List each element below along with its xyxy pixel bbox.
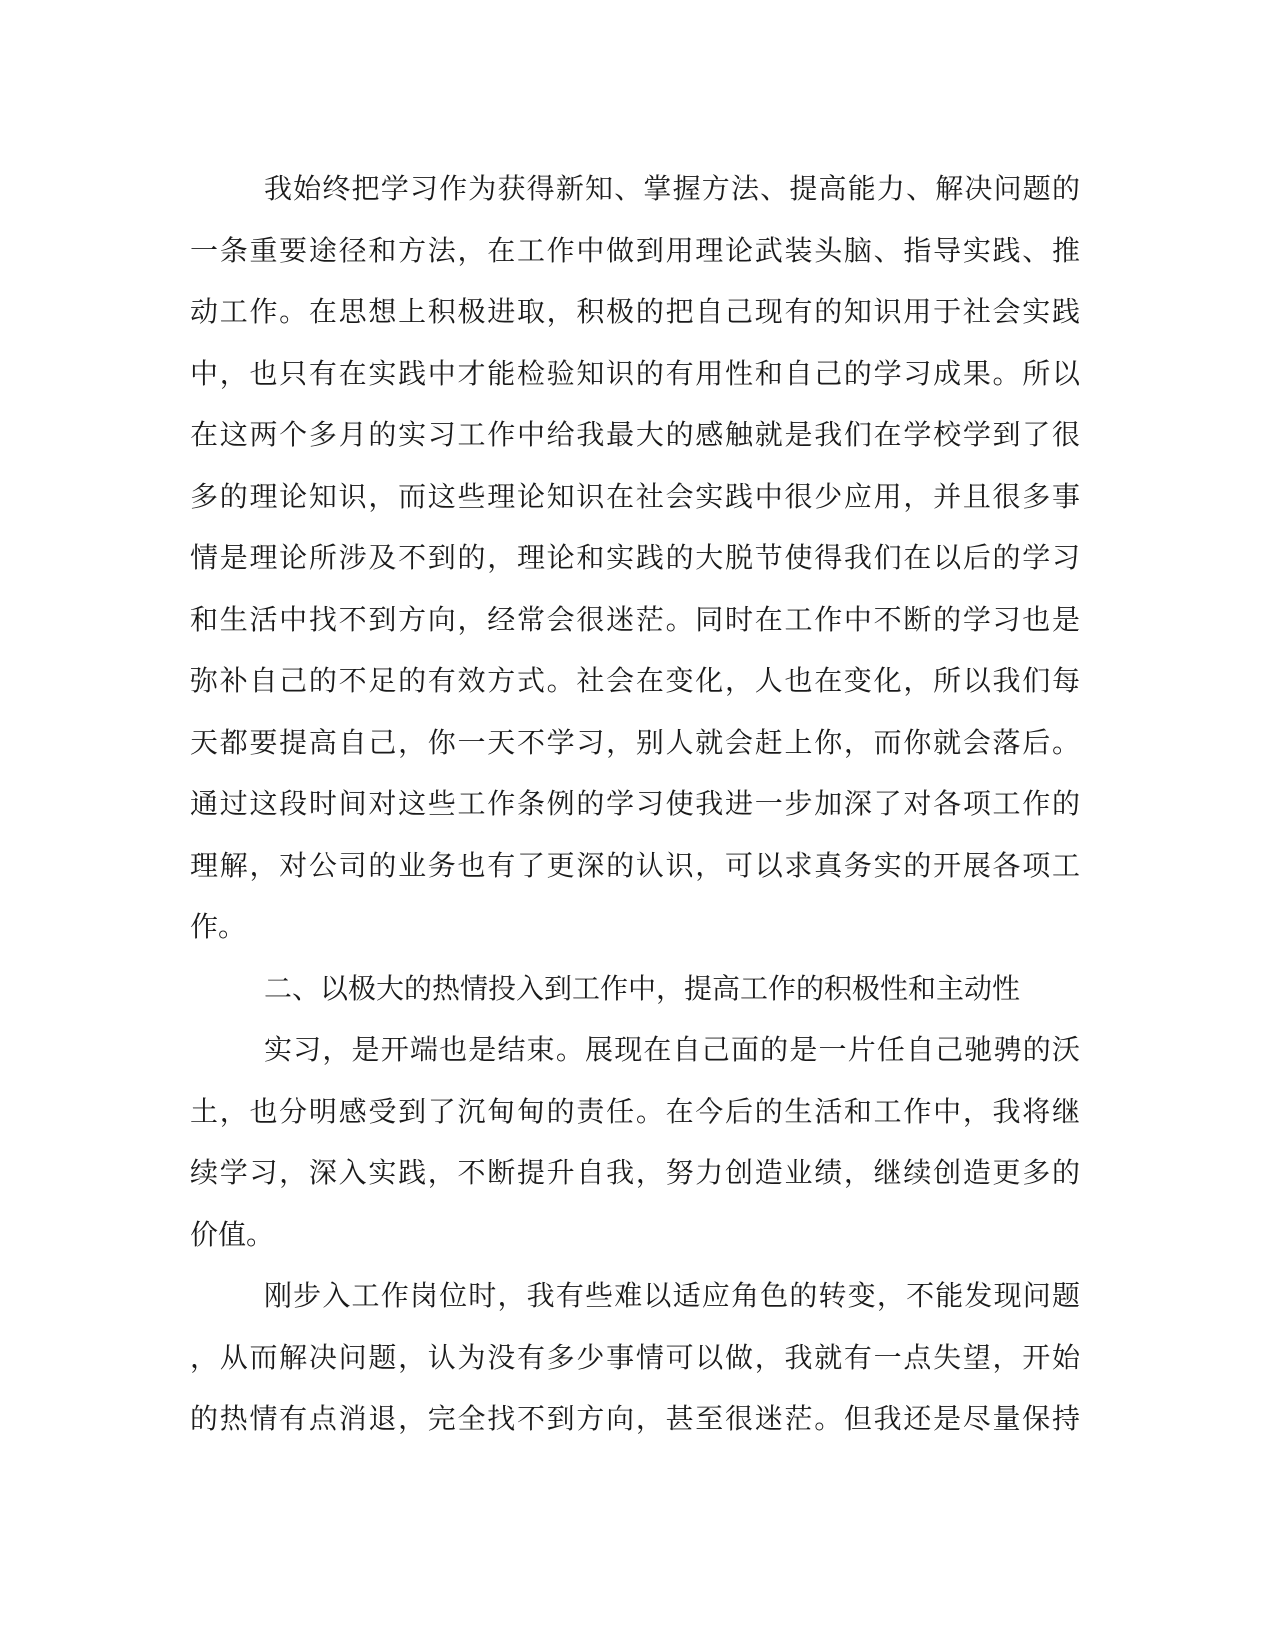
text-line: 续学习，深入实践，不断提升自我，努力创造业绩，继续创造更多的 xyxy=(190,1156,1080,1189)
text-line: 通过这段时间对这些工作条例的学习使我进一步加深了对各项工作的 xyxy=(190,787,1080,820)
text-line: 土，也分明感受到了沉甸甸的责任。在今后的生活和工作中，我将继 xyxy=(190,1094,1080,1128)
document-body xyxy=(190,158,1080,1450)
text-line: 实习，是开端也是结束。展现在自己面的是一片任自己驰骋的沃 xyxy=(264,1033,1080,1066)
text-line: 在这两个多月的实习工作中给我最大的感触就是我们在学校学到了很 xyxy=(190,418,1080,451)
text-line: 中，也只有在实践中才能检验知识的有用性和自己的学习成果。所以 xyxy=(190,356,1080,390)
text-line: 弥补自己的不足的有效方式。社会在变化，人也在变化，所以我们每 xyxy=(190,664,1080,697)
text-line: 的热情有点消退，完全找不到方向，甚至很迷茫。但我还是尽量保持 xyxy=(190,1402,1080,1435)
text-line: 情是理论所涉及不到的，理论和实践的大脱节使得我们在以后的学习 xyxy=(190,541,1080,574)
text-line: 动工作。在思想上积极进取，积极的把自己现有的知识用于社会实践 xyxy=(190,295,1080,328)
text-line: 天都要提高自己，你一天不学习，别人就会赶上你，而你就会落后。 xyxy=(190,725,1080,759)
text-line: 我始终把学习作为获得新知、掌握方法、提高能力、解决问题的 xyxy=(264,172,1080,205)
text-line: 作。 xyxy=(190,910,247,943)
text-line: 一条重要途径和方法，在工作中做到用理论武装头脑、指导实践、推 xyxy=(190,233,1080,267)
text-line: 二、以极大的热情投入到工作中，提高工作的积极性和主动性 xyxy=(264,971,1021,1005)
text-line: 和生活中找不到方向，经常会很迷茫。同时在工作中不断的学习也是 xyxy=(190,602,1080,636)
text-line: 多的理论知识，而这些理论知识在社会实践中很少应用，并且很多事 xyxy=(190,479,1080,513)
text-line: 价值。 xyxy=(190,1217,275,1251)
text-line: 理解，对公司的业务也有了更深的认识，可以求真务实的开展各项工 xyxy=(190,848,1080,882)
text-line: 刚步入工作岗位时，我有些难以适应角色的转变，不能发现问题 xyxy=(264,1279,1080,1312)
text-line: ，从而解决问题，认为没有多少事情可以做，我就有一点失望，开始 xyxy=(190,1340,1080,1374)
